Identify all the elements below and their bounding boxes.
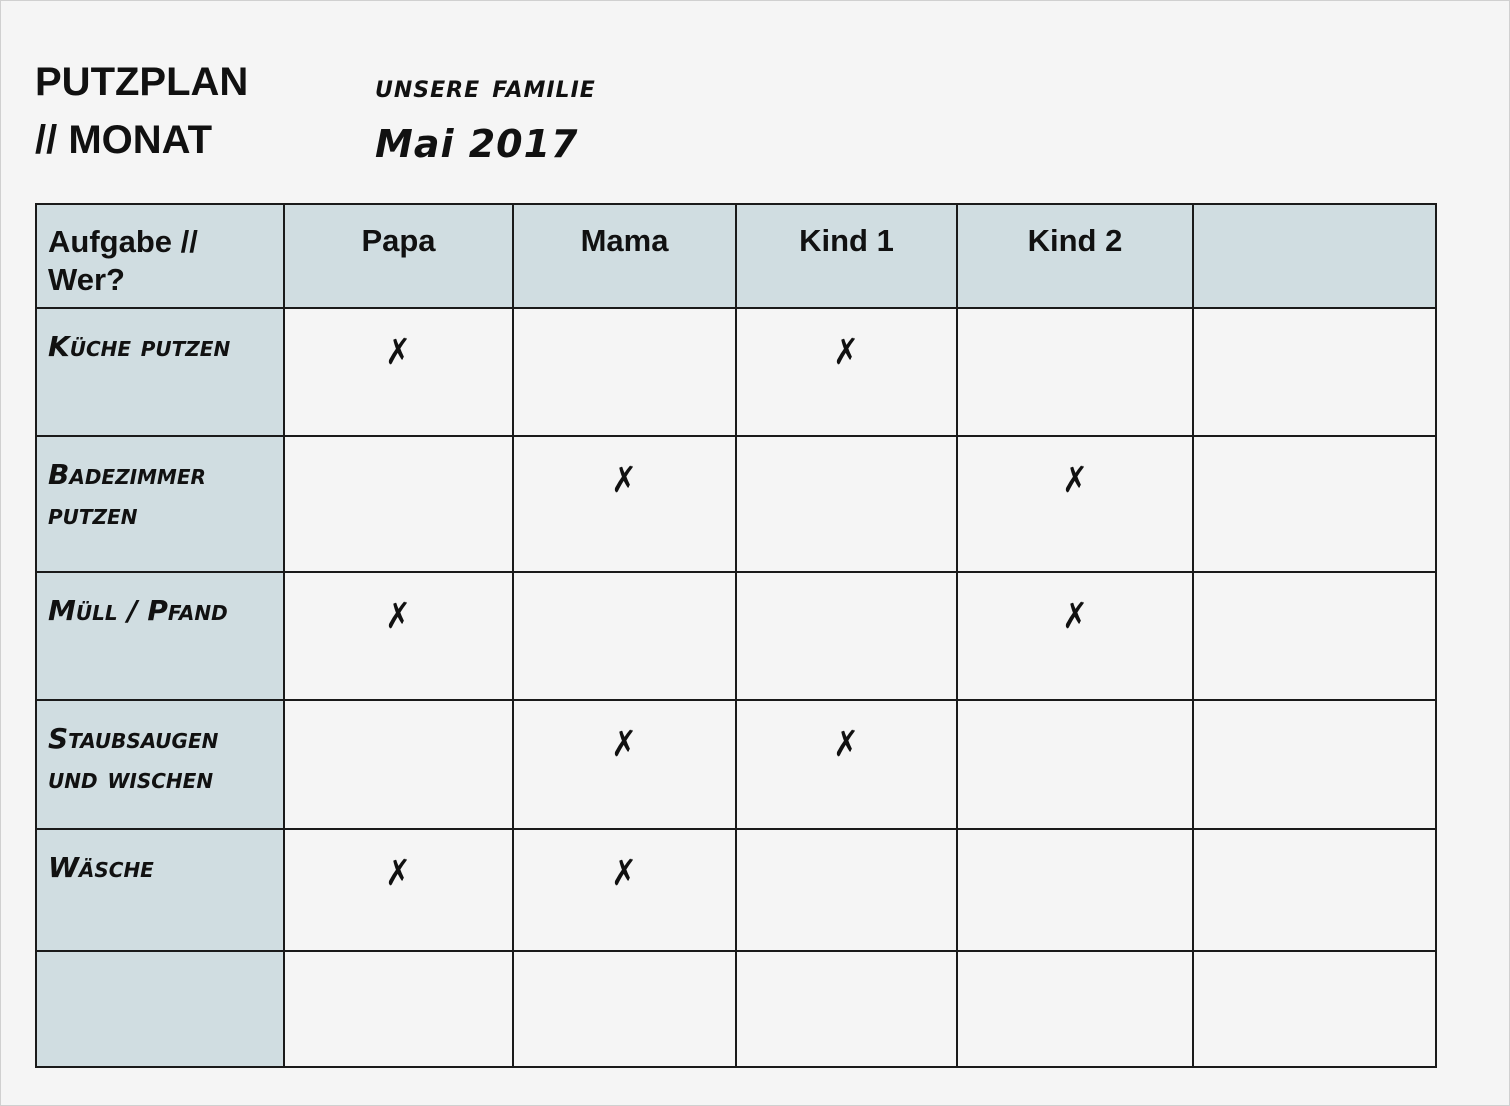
- table-row: [36, 700, 1436, 829]
- assignment-cell: [736, 700, 957, 829]
- table-row: [36, 308, 1436, 436]
- assignment-cell: [957, 829, 1193, 951]
- table-row: [36, 829, 1436, 951]
- assignment-cell: [513, 829, 736, 951]
- x-mark-icon: ✗: [833, 724, 860, 765]
- table-row: [36, 572, 1436, 700]
- x-mark-icon: ✗: [611, 853, 638, 894]
- table-row: [36, 951, 1436, 1067]
- assignment-cell: [957, 572, 1193, 700]
- x-mark-icon: ✗: [1062, 596, 1088, 637]
- task-label: Müll / Pfand: [36, 572, 284, 700]
- family-name: unsere familie: [375, 67, 596, 105]
- column-header-kind-1: Kind 1: [736, 204, 957, 308]
- title-line-2: // MONAT: [35, 118, 213, 162]
- assignment-cell: [736, 951, 957, 1067]
- assignment-cell: [284, 951, 513, 1067]
- assignment-cell: [513, 436, 736, 572]
- assignment-cell: [1193, 308, 1436, 436]
- assignment-cell: [513, 951, 736, 1067]
- x-mark-icon: ✗: [385, 853, 412, 894]
- column-header-mama: Mama: [513, 204, 736, 308]
- assignment-cell: [1193, 829, 1436, 951]
- assignment-cell: [736, 436, 957, 572]
- x-mark-icon: ✗: [385, 332, 412, 373]
- assignment-cell: [284, 829, 513, 951]
- column-header-kind-2: Kind 2: [957, 204, 1193, 308]
- assignment-cell: [284, 436, 513, 572]
- table-row: [36, 436, 1436, 572]
- task-label: Küche putzen: [36, 308, 284, 436]
- assignment-cell: [736, 829, 957, 951]
- header-row: [36, 204, 1436, 308]
- month-label: Mai 2017: [375, 122, 579, 166]
- assignment-cell: [513, 308, 736, 436]
- x-mark-icon: ✗: [1062, 460, 1088, 501]
- assignment-cell: [1193, 436, 1436, 572]
- assignment-cell: [957, 700, 1193, 829]
- assignment-cell: [957, 951, 1193, 1067]
- assignment-cell: [1193, 572, 1436, 700]
- column-header-papa: Papa: [284, 204, 513, 308]
- chore-table: [35, 203, 1437, 1068]
- assignment-cell: [284, 700, 513, 829]
- column-header-empty: [1193, 204, 1436, 308]
- corner-header: Aufgabe // Wer?: [36, 204, 284, 308]
- x-mark-icon: ✗: [385, 596, 412, 637]
- task-label: Staubsaugen und wischen: [36, 700, 284, 829]
- page-title: [35, 53, 248, 169]
- x-mark-icon: ✗: [611, 724, 638, 765]
- assignment-cell: [284, 572, 513, 700]
- task-label: Wäsche: [36, 829, 284, 951]
- assignment-cell: [736, 308, 957, 436]
- assignment-cell: [284, 308, 513, 436]
- assignment-cell: [513, 700, 736, 829]
- title-line-1: PUTZPLAN: [35, 60, 249, 104]
- x-mark-icon: ✗: [833, 332, 860, 373]
- assignment-cell: [1193, 700, 1436, 829]
- assignment-cell: [957, 308, 1193, 436]
- task-label: Badezimmer putzen: [36, 436, 284, 572]
- x-mark-icon: ✗: [611, 460, 638, 501]
- family-month-block: [375, 57, 596, 173]
- assignment-cell: [736, 572, 957, 700]
- assignment-cell: [957, 436, 1193, 572]
- task-label: [36, 951, 284, 1067]
- assignment-cell: [513, 572, 736, 700]
- assignment-cell: [1193, 951, 1436, 1067]
